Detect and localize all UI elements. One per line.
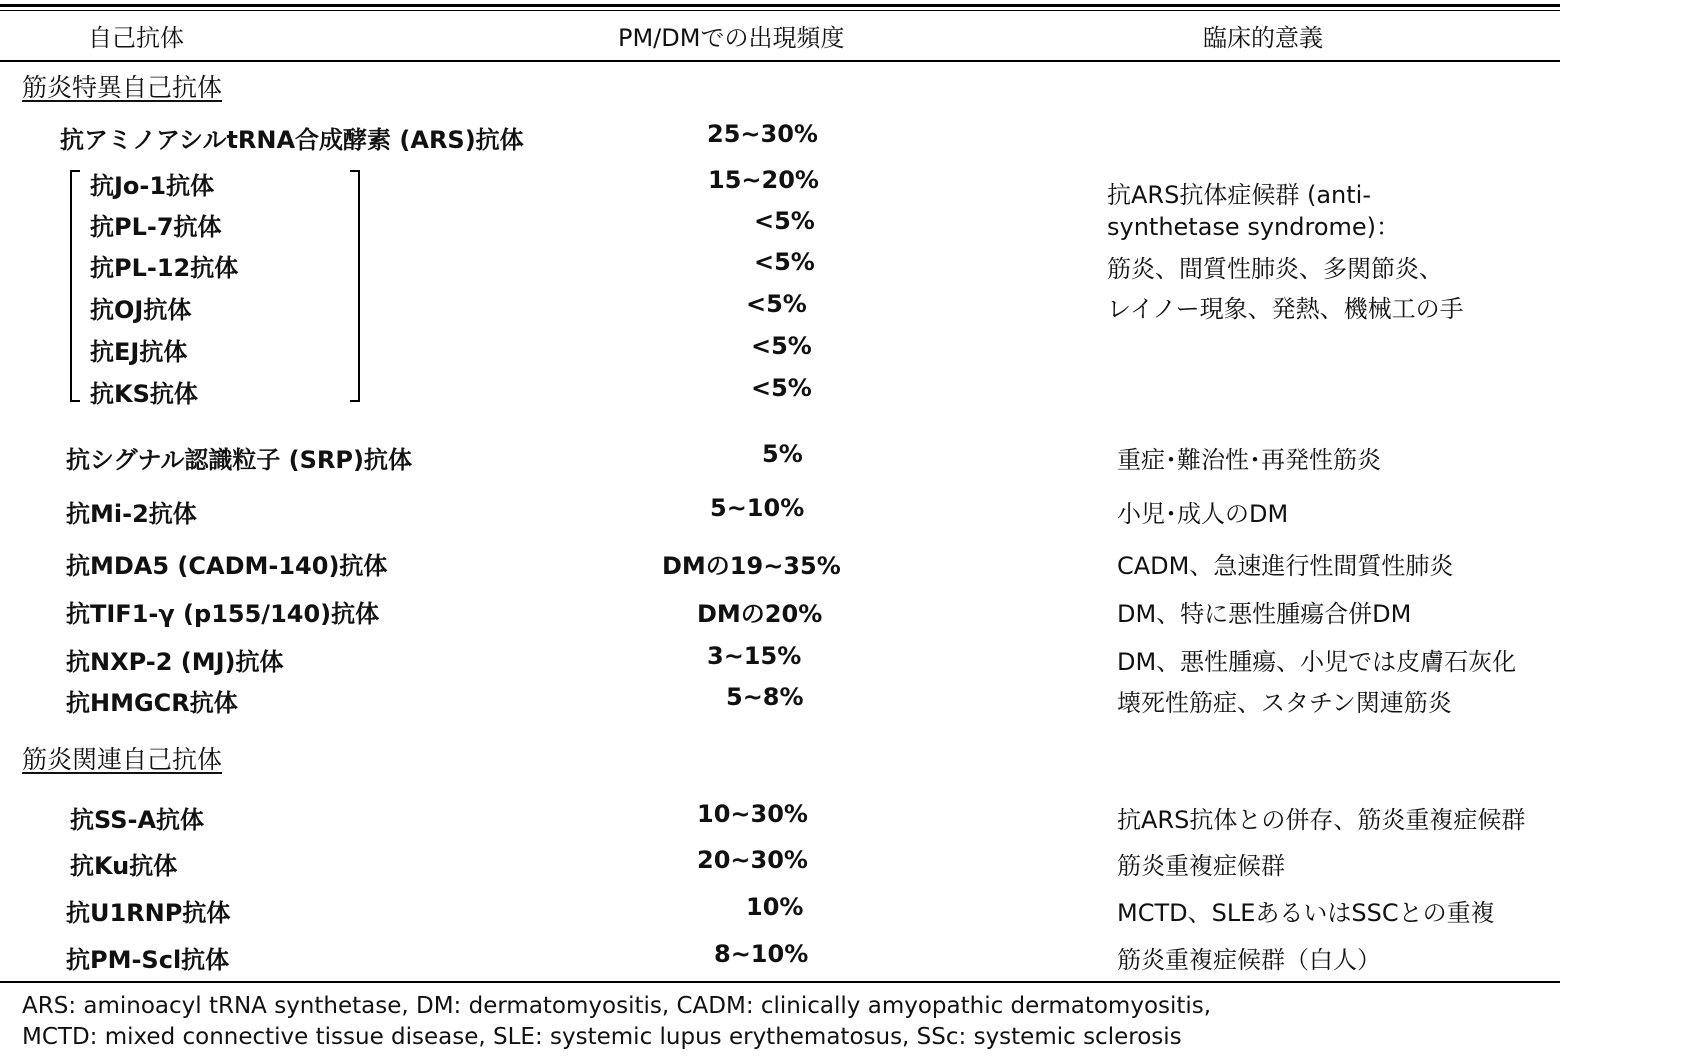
frequency-tif1: DMの20%	[697, 600, 823, 628]
antibody-name-tif1: 抗TIF1-γ (p155/140)抗体	[66, 600, 380, 628]
bracket-left	[70, 170, 80, 402]
antibody-name-ars: 抗アミノアシルtRNA合成酵素 (ARS)抗体	[60, 126, 524, 154]
antibody-name-ssa: 抗SS-A抗体	[70, 806, 205, 834]
antibody-name-ku: 抗Ku抗体	[70, 852, 178, 880]
top-rule-thin	[0, 10, 1560, 11]
frequency-ku: 20~30%	[697, 846, 808, 874]
significance-mda5: CADM、急速進行性間質性肺炎	[1117, 552, 1454, 580]
significance-ars-line3: 筋炎、間質性肺炎、多関節炎、	[1107, 255, 1443, 283]
frequency-ks: <5%	[751, 374, 812, 402]
antibody-name-mda5: 抗MDA5 (CADM-140)抗体	[66, 552, 388, 580]
frequency-ssa: 10~30%	[697, 800, 808, 828]
bottom-rule	[0, 981, 1560, 983]
frequency-mi2: 5~10%	[710, 494, 805, 522]
antibody-name-oj: 抗OJ抗体	[90, 296, 192, 324]
significance-ars-line1: 抗ARS抗体症候群 (anti-	[1107, 181, 1371, 209]
significance-u1rnp: MCTD、SLEあるいはSSCとの重複	[1117, 899, 1495, 927]
bracket-right	[350, 170, 360, 402]
antibody-name-pl12: 抗PL-12抗体	[90, 254, 239, 282]
significance-ars-line4: レイノー現象、発熱、機械工の手	[1107, 295, 1464, 323]
frequency-hmgcr: 5~8%	[726, 683, 804, 711]
top-rule-thick	[0, 4, 1560, 7]
frequency-pl7: <5%	[754, 207, 815, 235]
section-title-myositis-associated: 筋炎関連自己抗体	[22, 745, 223, 774]
significance-ssa: 抗ARS抗体との併存、筋炎重複症候群	[1117, 806, 1526, 834]
footnote-line2: MCTD: mixed connective tissue disease, SLE: systemic lupus erythematosus, SSc: systemic sclerosis	[22, 1024, 1182, 1050]
antibody-name-pl7: 抗PL-7抗体	[90, 213, 222, 241]
col-header-antibody: 自己抗体	[88, 24, 184, 52]
col-header-frequency: PM/DMでの出現頻度	[618, 24, 845, 52]
significance-tif1: DM、特に悪性腫瘍合併DM	[1117, 600, 1412, 628]
antibody-name-u1rnp: 抗U1RNP抗体	[66, 899, 231, 927]
frequency-nxp2: 3~15%	[707, 642, 802, 670]
col-header-significance: 臨床的意義	[1203, 24, 1323, 52]
significance-srp: 重症･難治性･再発性筋炎	[1117, 446, 1381, 474]
header-rule	[0, 60, 1560, 62]
frequency-ej: <5%	[751, 332, 812, 360]
frequency-mda5: DMの19~35%	[662, 552, 841, 580]
antibody-name-srp: 抗シグナル認識粒子 (SRP)抗体	[66, 446, 412, 474]
significance-pmscl: 筋炎重複症候群（白人）	[1117, 946, 1381, 974]
antibody-name-ks: 抗KS抗体	[90, 380, 198, 408]
antibody-name-pmscl: 抗PM-Scl抗体	[66, 946, 230, 974]
significance-ars-line2: synthetase syndrome)：	[1107, 213, 1401, 241]
antibody-name-mi2: 抗Mi-2抗体	[66, 500, 197, 528]
antibody-name-jo1: 抗Jo-1抗体	[90, 172, 215, 200]
significance-mi2: 小児･成人のDM	[1117, 500, 1289, 528]
frequency-srp: 5%	[762, 440, 803, 468]
frequency-ars: 25~30%	[707, 120, 818, 148]
frequency-oj: <5%	[746, 290, 807, 318]
significance-ku: 筋炎重複症候群	[1117, 852, 1285, 880]
antibody-name-hmgcr: 抗HMGCR抗体	[66, 689, 238, 717]
antibody-name-nxp2: 抗NXP-2 (MJ)抗体	[66, 648, 284, 676]
frequency-pl12: <5%	[754, 248, 815, 276]
frequency-jo1: 15~20%	[708, 166, 819, 194]
footnote-line1: ARS: aminoacyl tRNA synthetase, DM: dermatomyositis, CADM: clinically amyopathic dermatomyositis,	[22, 993, 1212, 1019]
section-title-myositis-specific: 筋炎特異自己抗体	[22, 73, 223, 102]
significance-hmgcr: 壊死性筋症、スタチン関連筋炎	[1117, 689, 1452, 717]
antibody-name-ej: 抗EJ抗体	[90, 338, 188, 366]
frequency-pmscl: 8~10%	[714, 940, 809, 968]
frequency-u1rnp: 10%	[746, 893, 804, 921]
significance-nxp2: DM、悪性腫瘍、小児では皮膚石灰化	[1117, 648, 1517, 676]
